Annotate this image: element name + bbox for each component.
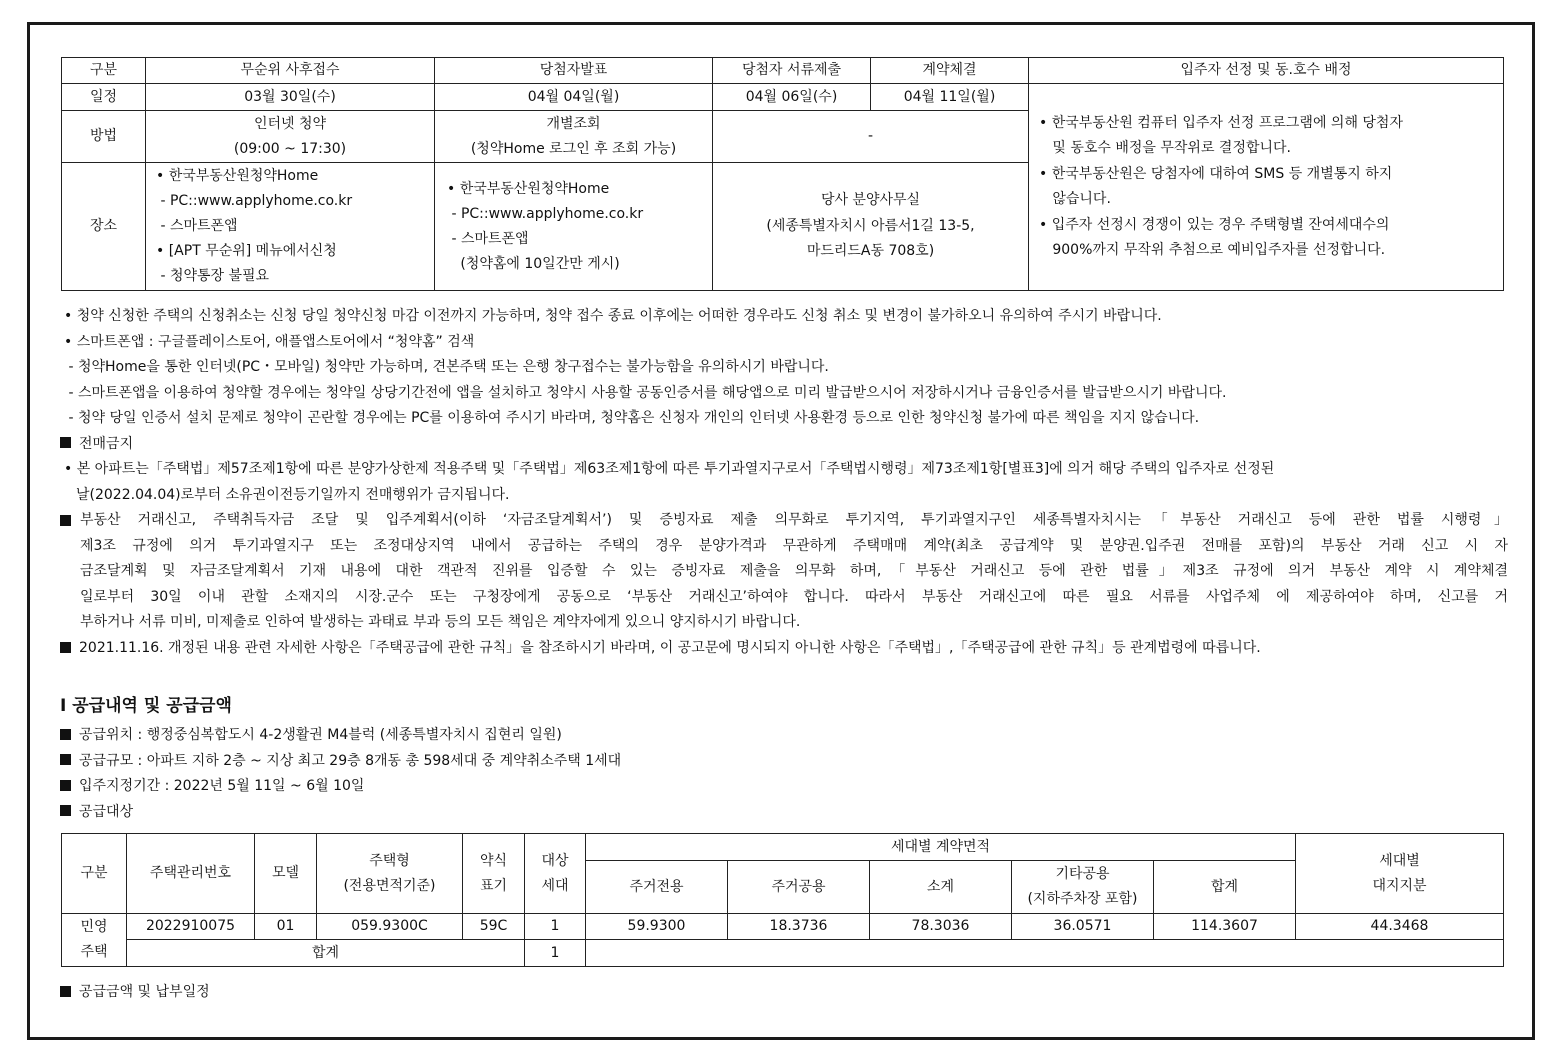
supply-row-type xyxy=(62,914,127,967)
selection-line: • 입주자 선정시 경쟁이 있는 경우 주택형별 잔여세대수의 xyxy=(1039,216,1390,233)
report-line: 부동산 거래신고, 주택취득자금 조달 및 입주계획서(이하 ‘자금조달계획서’) 및 증빙자료 제출 의무화로 투기지역, 투기과열지구인 세종특별자치시는「부동산 거래신고 등에 관한 법률 시행령」 xyxy=(80,512,1508,528)
method-apply-line: 인터넷 청약 xyxy=(253,115,327,132)
schedule-place-apply xyxy=(146,163,435,291)
schedule-method-announce xyxy=(435,111,713,163)
report-line: 일로부터 30일 이내 관할 소재지의 시장.군수 또는 구청장에게 공동으로 ‘부동산 거래신고’하여야 합니다. 따라서 부동산 거래신고에 따른 필요 서류를 사업주체 에 제공하여야 하며, 신고를 거 xyxy=(80,588,1508,605)
schedule-place-docs xyxy=(713,163,1029,291)
report-paragraph xyxy=(80,508,1508,636)
supply-cell-subtotal: 78.3036 xyxy=(870,914,1012,940)
method-apply-line: (09:00 ~ 17:30) xyxy=(233,140,347,157)
note-app-cert: - 스마트폰앱을 이용하여 청약할 경우에는 청약일 상당기간전에 앱을 설치하고 청약시 사용할 공동인증서를 해당앱으로 미리 발급받으시어 저장하시거나 금융인증서를 발급받으시기 바랍니다. xyxy=(64,384,1227,401)
report-line: 제3조 규정에 의거 투기과열지구 또는 조정대상지역 내에서 공급하는 주택의 경우 분양가격과 무관하게 주택매매 계약(최초 공급계약 및 분양권.입주권 전매를 포함)의 부동산 거래 신고 시 자 xyxy=(80,537,1508,554)
square-bullet-icon xyxy=(60,805,71,816)
square-bullet-icon xyxy=(60,754,71,765)
schedule-header-contract: 계약체결 xyxy=(871,58,1029,84)
schedule-method-docs: - xyxy=(713,111,1029,163)
place-announce-line: - PC::www.applyhome.co.kr xyxy=(447,205,644,222)
supply-sum-label: 합계 xyxy=(127,940,525,967)
supply-header-exclusive: 주거전용 xyxy=(586,861,728,914)
header-line: 세대 xyxy=(541,877,569,894)
note-pc-fallback: - 청약 당일 인증서 설치 문제로 청약이 곤란할 경우에는 PC를 이용하여 주시기 바라며, 청약홈은 신청자 개인의 인터넷 사용환경 등으로 인한 청약신청 불가에 따른 책임을 지지 않습니다. xyxy=(64,410,1200,426)
supply-cell-units: 1 xyxy=(525,914,586,940)
selection-line: 900%까지 무작위 추첨으로 예비입주자를 선정합니다. xyxy=(1039,242,1386,258)
supply-cell-land: 44.3468 xyxy=(1296,914,1504,940)
header-line: 기타공용 xyxy=(1055,866,1110,882)
header-line: 대지지분 xyxy=(1372,877,1427,894)
schedule-date-docs: 04월 06일(수) xyxy=(713,84,871,111)
supply-cell-exclusive: 59.9300 xyxy=(586,914,728,940)
header-line: 주택형 xyxy=(369,852,410,869)
supply-cell-other: 36.0571 xyxy=(1012,914,1154,940)
square-bullet-icon xyxy=(60,780,71,791)
supply-sum-empty xyxy=(586,940,1504,967)
place-apply-line: - 스마트폰앱 xyxy=(156,218,238,234)
supply-price-heading xyxy=(60,981,210,1001)
header-line: 세대별 xyxy=(1379,852,1420,869)
place-apply-line: - 청약통장 불필요 xyxy=(156,268,270,284)
supply-header-other xyxy=(1012,861,1154,914)
row-type-line: 민영 xyxy=(80,919,108,935)
supply-location-text: 공급위치 : 행정중심복합도시 4-2생활권 M4블럭 (세종특별자치시 집현리 일원) xyxy=(79,727,562,743)
supply-header-model: 모델 xyxy=(255,834,317,914)
schedule-place-announce xyxy=(435,163,713,291)
supply-header-total: 합계 xyxy=(1154,861,1296,914)
supply-header-abbr xyxy=(463,834,525,914)
supply-header-code: 주택관리번호 xyxy=(127,834,255,914)
schedule-header-docs: 당첨자 서류제출 xyxy=(713,58,871,84)
supply-cell-model: 01 xyxy=(255,914,317,940)
supply-sum-units: 1 xyxy=(525,940,586,967)
schedule-header-row xyxy=(62,58,1504,84)
place-announce-line: - 스마트폰앱 xyxy=(447,230,529,247)
revision-text: 2021.11.16. 개정된 내용 관련 자세한 사항은「주택공급에 관한 규칙」을 참조하시기 바라며, 이 공고문에 명시되지 아니한 사항은「주택법」,「주택공급에 관한 규칙」등 관계법령에 따릅니다. xyxy=(79,640,1261,656)
supply-target-text: 공급대상 xyxy=(79,803,134,820)
table-row xyxy=(62,940,1504,967)
schedule-header-apply: 무순위 사후접수 xyxy=(146,58,435,84)
selection-line: 및 동호수 배정을 무작위로 결정합니다. xyxy=(1039,140,1291,156)
supply-scale xyxy=(60,750,621,770)
supply-cell-code: 2022910075 xyxy=(127,914,255,940)
schedule-header-selection: 입주자 선정 및 동.호수 배정 xyxy=(1029,58,1504,84)
schedule-place-label: 장소 xyxy=(62,163,146,291)
selection-line: 않습니다. xyxy=(1039,191,1111,207)
place-docs-line: 마드리드A동 708호) xyxy=(806,243,935,260)
schedule-method-apply xyxy=(146,111,435,163)
supply-header-housetype xyxy=(317,834,463,914)
report-line: 부하거나 서류 미비, 미제출로 인하여 발생하는 과태료 부과 등의 모든 책임은 계약자에게 있으니 양지하시기 바랍니다. xyxy=(80,614,801,630)
supply-header-common: 주거공용 xyxy=(728,861,870,914)
place-docs-line: 당사 분양사무실 xyxy=(820,192,921,209)
schedule-method-label: 방법 xyxy=(62,111,146,163)
note-internet-only: - 청약Home을 통한 인터넷(PC・모바일) 청약만 가능하며, 견본주택 또는 은행 창구접수는 불가능함을 유의하시기 바랍니다. xyxy=(64,359,829,375)
supply-header-row-1 xyxy=(62,834,1504,861)
note-smartphone: • 스마트폰앱 : 구글플레이스토어, 애플앱스토어에서 “청약홈” 검색 xyxy=(64,333,475,350)
supply-price-text: 공급금액 및 납부일정 xyxy=(79,984,210,1000)
place-apply-line: • 한국부동산원청약Home xyxy=(156,168,319,184)
schedule-selection-cell xyxy=(1029,84,1504,291)
row-type-line: 주택 xyxy=(80,944,108,960)
supply-header-land xyxy=(1296,834,1504,914)
schedule-date-label: 일정 xyxy=(62,84,146,111)
square-bullet-icon xyxy=(60,986,71,997)
supply-scale-text: 공급규모 : 아파트 지하 2층 ~ 지상 최고 29층 8개동 총 598세대 중 계약취소주택 1세대 xyxy=(79,752,622,769)
place-apply-line: - PC::www.applyhome.co.kr xyxy=(156,193,353,209)
section-title: Ⅰ 공급내역 및 공급금액 xyxy=(60,696,232,716)
resale-title: 전매금지 xyxy=(79,435,134,452)
supply-location xyxy=(60,724,562,744)
supply-cell-total: 114.3607 xyxy=(1154,914,1296,940)
square-bullet-icon xyxy=(60,437,71,448)
schedule-date-apply: 03월 30일(수) xyxy=(146,84,435,111)
supply-header-area-group: 세대별 계약면적 xyxy=(586,834,1296,861)
resale-heading xyxy=(60,433,133,453)
schedule-date-announce: 04월 04일(월) xyxy=(435,84,713,111)
revision-note xyxy=(60,637,1261,657)
move-in-period-text: 입주지정기간 : 2022년 5월 11일 ~ 6월 10일 xyxy=(79,778,365,794)
move-in-period xyxy=(60,775,364,795)
supply-table xyxy=(61,833,1504,967)
header-line: 표기 xyxy=(479,877,508,894)
schedule-date-row xyxy=(62,84,1504,111)
supply-header-units xyxy=(525,834,586,914)
supply-cell-housetype: 059.9300C xyxy=(317,914,463,940)
schedule-date-contract: 04월 11일(월) xyxy=(871,84,1029,111)
resale-line-1: • 본 아파트는「주택법」제57조제1항에 따른 분양가상한제 적용주택 및「주택법」제63조제1항에 따른 투기과열지구로서「주택법시행령」제73조제1항[별표3]에 의거 해당 주택의 입주자로 선정된 xyxy=(64,461,1275,477)
schedule-header-type: 구분 xyxy=(62,58,146,84)
resale-line-2: 날(2022.04.04)로부터 소유권이전등기일까지 전매행위가 금지됩니다. xyxy=(76,486,510,503)
place-apply-line: • [APT 무순위] 메뉴에서신청 xyxy=(156,243,337,259)
supply-header-subtotal: 소계 xyxy=(870,861,1012,914)
square-bullet-icon xyxy=(60,729,71,740)
place-announce-line: (청약홈에 10일간만 게시) xyxy=(447,255,620,272)
report-line: 금조달계획 및 자금조달계획서 기재 내용에 대한 객관적 진위를 입증할 수 있는 증빙자료 제출을 의무화 하며,「부동산 거래신고 등에 관한 법률」제3조 규정에 의거 부동산 계약 시 계약체결 xyxy=(80,563,1508,579)
schedule-header-announce: 당첨자발표 xyxy=(435,58,713,84)
square-bullet-icon xyxy=(60,642,71,653)
place-docs-line: (세종특별자치시 아름서1길 13-5, xyxy=(766,217,975,234)
supply-target xyxy=(60,801,133,821)
supply-cell-abbr: 59C xyxy=(463,914,525,940)
header-line: 대상 xyxy=(541,852,569,869)
note-cancel: • 청약 신청한 주택의 신청취소는 신청 당일 청약신청 마감 이전까지 가능하며, 청약 접수 종료 이후에는 어떠한 경우라도 신청 취소 및 변경이 불가하오니 유의하여 주시기 바랍니다. xyxy=(64,308,1162,324)
square-bullet-icon xyxy=(60,515,71,526)
header-line: (전용면적기준) xyxy=(343,877,436,894)
header-line: (지하주차장 포함) xyxy=(1027,891,1138,907)
supply-cell-common: 18.3736 xyxy=(728,914,870,940)
header-line: 약식 xyxy=(479,852,508,869)
schedule-table xyxy=(61,57,1504,291)
place-announce-line: • 한국부동산원청약Home xyxy=(447,180,610,197)
method-announce-line: (청약Home 로그인 후 조회 가능) xyxy=(470,140,677,157)
selection-line: • 한국부동산원은 당첨자에 대하여 SMS 등 개별통지 하지 xyxy=(1039,165,1393,182)
table-row xyxy=(62,914,1504,940)
selection-line: • 한국부동산원 컴퓨터 입주자 선정 프로그램에 의해 당첨자 xyxy=(1039,114,1403,131)
method-announce-line: 개별조회 xyxy=(546,115,601,132)
supply-header-type: 구분 xyxy=(62,834,127,914)
